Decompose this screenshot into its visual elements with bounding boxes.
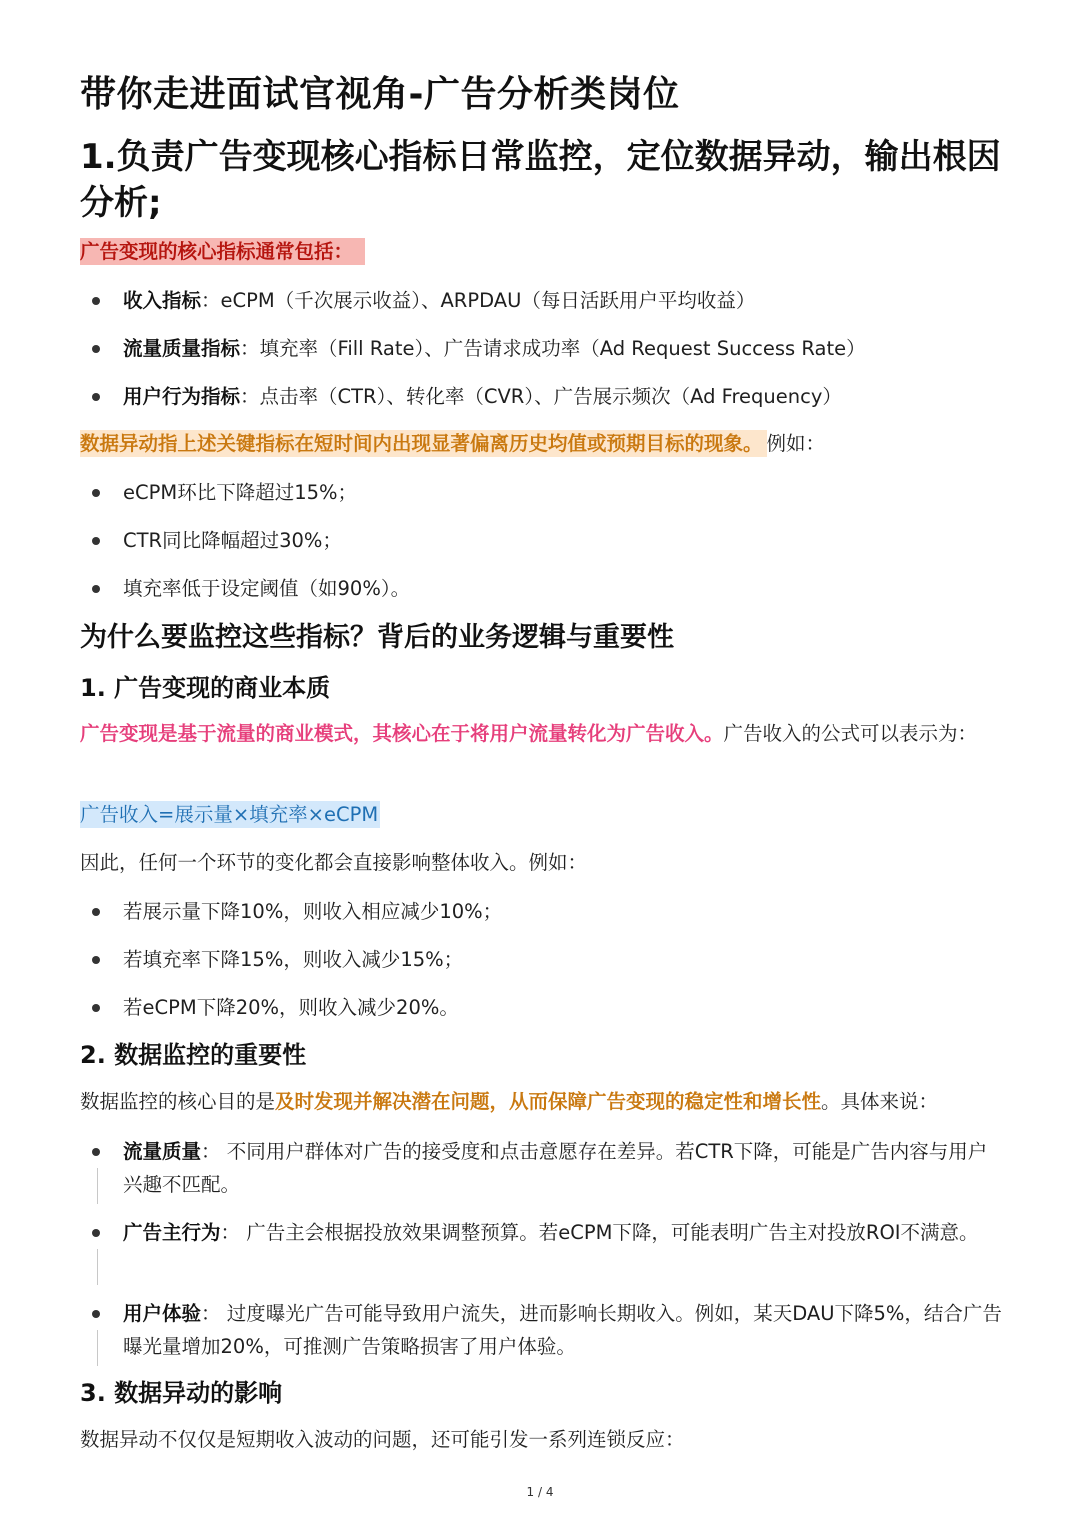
subsection3-heading: 3. 数据异动的影响 — [80, 1379, 283, 1407]
section1-title: 1.负责广告变现核心指标日常监控，定位数据异动，输出根因分析; — [80, 137, 1001, 223]
bullet-icon — [92, 393, 100, 401]
metric-label: 流量质量指标 — [123, 337, 241, 360]
reason-text: ： 广告主会根据投放效果调整预算。若eCPM下降，可能表明广告主对投放ROI不满意。 — [220, 1221, 979, 1244]
list-item-anomaly-example — [80, 572, 1005, 605]
subsection2-intro — [80, 1086, 1005, 1118]
bullet-icon — [92, 1229, 100, 1237]
reason-label: 广告主行为 — [123, 1221, 221, 1244]
bullet-icon — [92, 1004, 100, 1012]
list-indent-bar — [97, 1249, 98, 1285]
reason-text: ： 不同用户群体对广告的接受度和点击意愿存在差异。若CTR下降，可能是广告内容与用户兴趣不匹配。 — [123, 1140, 988, 1196]
list-item-anomaly-example — [80, 476, 1005, 509]
metric-text: ：点击率（CTR）、转化率（CVR）、广告展示频次（Ad Frequency） — [240, 385, 842, 408]
metric-text: ：eCPM（千次展示收益）、ARPDAU（每日活跃用户平均收益） — [201, 289, 756, 312]
therefore-example-text: 若eCPM下降20%，则收入减少20%。 — [123, 996, 459, 1019]
list-item-therefore-example — [80, 943, 1005, 976]
bullet-icon — [92, 1148, 100, 1156]
therefore-paragraph: 因此，任何一个环节的变化都会直接影响整体收入。例如： — [80, 851, 588, 874]
why-heading: 为什么要监控这些指标？背后的业务逻辑与重要性 — [80, 622, 674, 653]
subsection1-heading: 1. 广告变现的商业本质 — [80, 674, 331, 702]
reason-label: 用户体验 — [123, 1302, 202, 1325]
list-item-core-metric — [80, 380, 1005, 413]
bullet-icon — [92, 345, 100, 353]
bullet-icon — [92, 297, 100, 305]
list-item-therefore-example — [80, 895, 1005, 928]
therefore-example-text: 若展示量下降10%，则收入相应减少10%； — [123, 900, 503, 923]
metric-label: 用户行为指标 — [123, 385, 241, 408]
subsection2-intro-start: 数据监控的核心目的是 — [80, 1090, 276, 1113]
bullet-icon — [92, 956, 100, 964]
therefore-example-text: 若填充率下降15%，则收入减少15%； — [123, 948, 464, 971]
list-item-anomaly-example — [80, 524, 1005, 557]
metric-label: 收入指标 — [123, 289, 202, 312]
anomaly-example-text: eCPM环比下降超过15%； — [123, 481, 358, 504]
list-item-monitoring-reason — [80, 1216, 1005, 1249]
reason-text: ： 过度曝光广告可能导致用户流失，进而影响长期收入。例如，某天DAU下降5%，结合广告曝光量增加20%，可推测广告策略损害了用户体验。 — [123, 1302, 1002, 1358]
list-item-monitoring-reason — [80, 1297, 1005, 1363]
subsection2-intro-highlight: 及时发现并解决潜在问题，从而保障广告变现的稳定性和增长性 — [275, 1090, 822, 1113]
page-number: 1 / 4 — [526, 1485, 554, 1499]
bullet-icon — [92, 537, 100, 545]
revenue-formula: 广告收入=展示量×填充率×eCPM — [80, 803, 379, 826]
metric-text: ：填充率（Fill Rate）、广告请求成功率（Ad Request Success Rate） — [240, 337, 866, 360]
page-title: 带你走进面试官视角-广告分析类岗位 — [80, 74, 680, 115]
subsection3-intro: 数据异动不仅仅是短期收入波动的问题，还可能引发一系列连锁反应： — [80, 1428, 685, 1451]
list-item-monitoring-reason — [80, 1135, 1005, 1201]
core-metrics-label-row — [80, 236, 1005, 268]
list-item-therefore-example — [80, 991, 1005, 1024]
subsection1-paragraph — [80, 718, 1005, 750]
anomaly-definition-paragraph — [80, 428, 1005, 460]
reason-label: 流量质量 — [123, 1140, 202, 1163]
formula-row — [80, 799, 1005, 831]
bullet-icon — [92, 489, 100, 497]
subsection1-rest: 广告收入的公式可以表示为： — [723, 722, 978, 745]
anomaly-example-text: 填充率低于设定阈值（如90%）。 — [123, 577, 411, 600]
anomaly-example-text: CTR同比降幅超过30%； — [123, 529, 342, 552]
subsection2-intro-end: 。具体来说： — [821, 1090, 939, 1113]
anomaly-example-suffix: 例如： — [766, 432, 826, 455]
bullet-icon — [92, 585, 100, 593]
subsection1-highlight: 广告变现是基于流量的商业模式，其核心在于将用户流量转化为广告收入。 — [80, 722, 724, 745]
list-item-core-metric — [80, 332, 1005, 365]
anomaly-definition: 数据异动指上述关键指标在短时间内出现显著偏离历史均值或预期目标的现象。 — [80, 430, 767, 457]
list-item-core-metric — [80, 284, 1005, 317]
bullet-icon — [92, 908, 100, 916]
subsection2-heading: 2. 数据监控的重要性 — [80, 1041, 307, 1069]
bullet-icon — [92, 1310, 100, 1318]
core-metrics-label: 广告变现的核心指标通常包括： — [80, 238, 365, 265]
